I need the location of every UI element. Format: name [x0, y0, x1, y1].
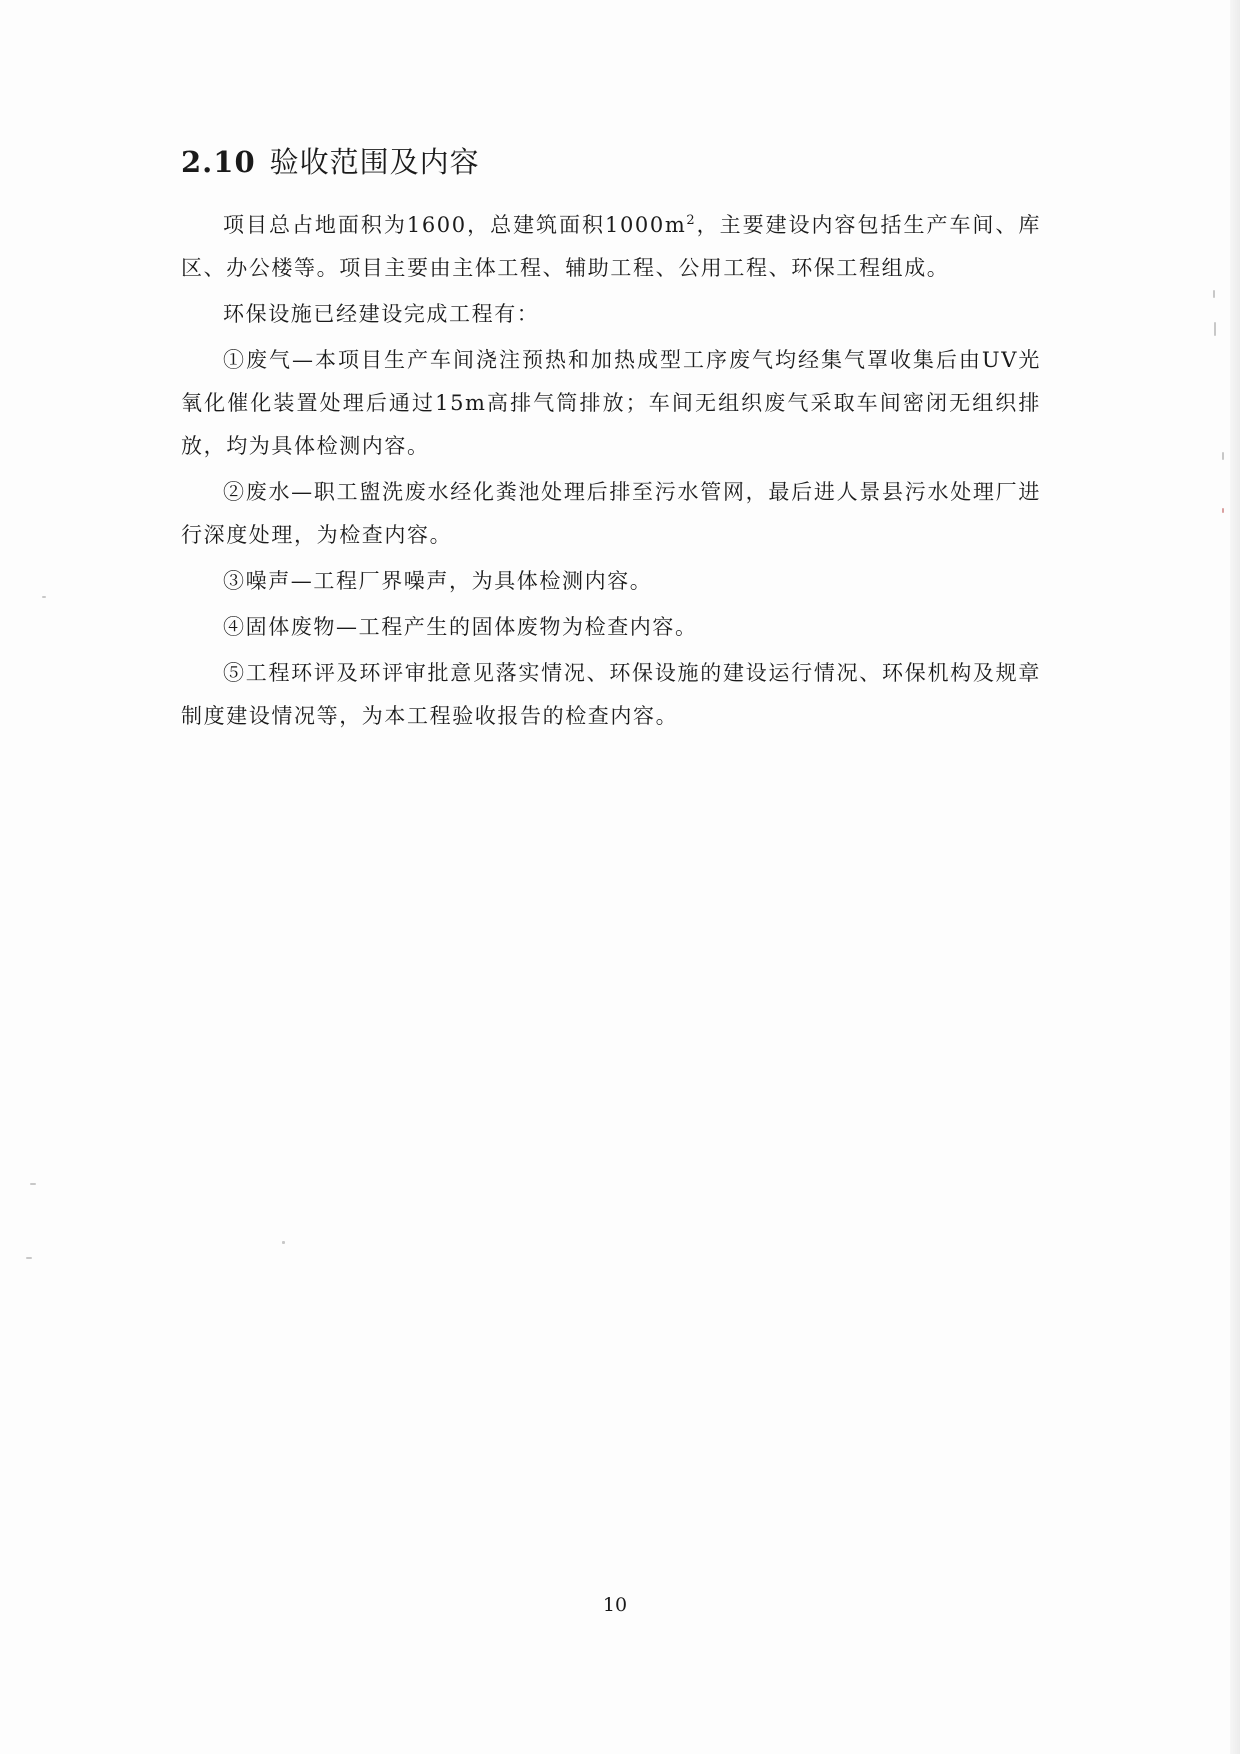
paragraph-eia-review: ⑤工程环评及环评审批意见落实情况、环保设施的建设运行情况、环保机构及规章制度建设情况等，为本工程验收报告的检查内容。 — [181, 661, 1041, 728]
section-number: 2.10 — [181, 145, 256, 179]
paragraph-text-continued: ，主要建设内容包括生产车间、库区、办公楼等。项目主要由主体工程、辅助工程、公用工程、环保工程组成。 — [181, 213, 1041, 280]
scan-speck — [42, 596, 46, 598]
scan-speck — [1214, 322, 1216, 336]
paragraph-facilities-intro: 环保设施已经建设完成工程有： — [223, 302, 540, 326]
scan-speck — [1213, 290, 1215, 298]
scan-speck — [1222, 508, 1224, 513]
paragraph-waste-gas: ①废气—本项目生产车间浇注预热和加热成型工序废气均经集气罩收集后由UV光氧化催化装置处理后通过15m高排气筒排放；车间无组织废气采取车间密闭无组织排放，均为具体检测内容。 — [181, 348, 1041, 458]
scan-speck — [1222, 452, 1224, 460]
paragraph-solid-waste: ④固体废物—工程产生的固体废物为检查内容。 — [223, 615, 698, 639]
section-heading — [181, 140, 480, 181]
paragraph-project-overview — [181, 204, 1041, 290]
paragraph-noise: ③噪声—工程厂界噪声，为具体检测内容。 — [223, 569, 653, 593]
paragraph-waste-water: ②废水—职工盥洗废水经化粪池处理后排至污水管网，最后进人景县污水处理厂进行深度处理，为检查内容。 — [181, 480, 1041, 547]
section-title-text: 验收范围及内容 — [269, 145, 480, 179]
scan-edge-shadow — [1230, 0, 1240, 1754]
area-unit-superscript: 2 — [686, 213, 697, 228]
section-body — [181, 204, 1041, 738]
scan-speck — [282, 1241, 285, 1244]
paragraph-text: 项目总占地面积为1600，总建筑面积1000m — [223, 213, 687, 237]
page-number: 10 — [602, 1594, 628, 1616]
scan-speck — [30, 1183, 36, 1185]
scan-speck — [26, 1257, 32, 1259]
